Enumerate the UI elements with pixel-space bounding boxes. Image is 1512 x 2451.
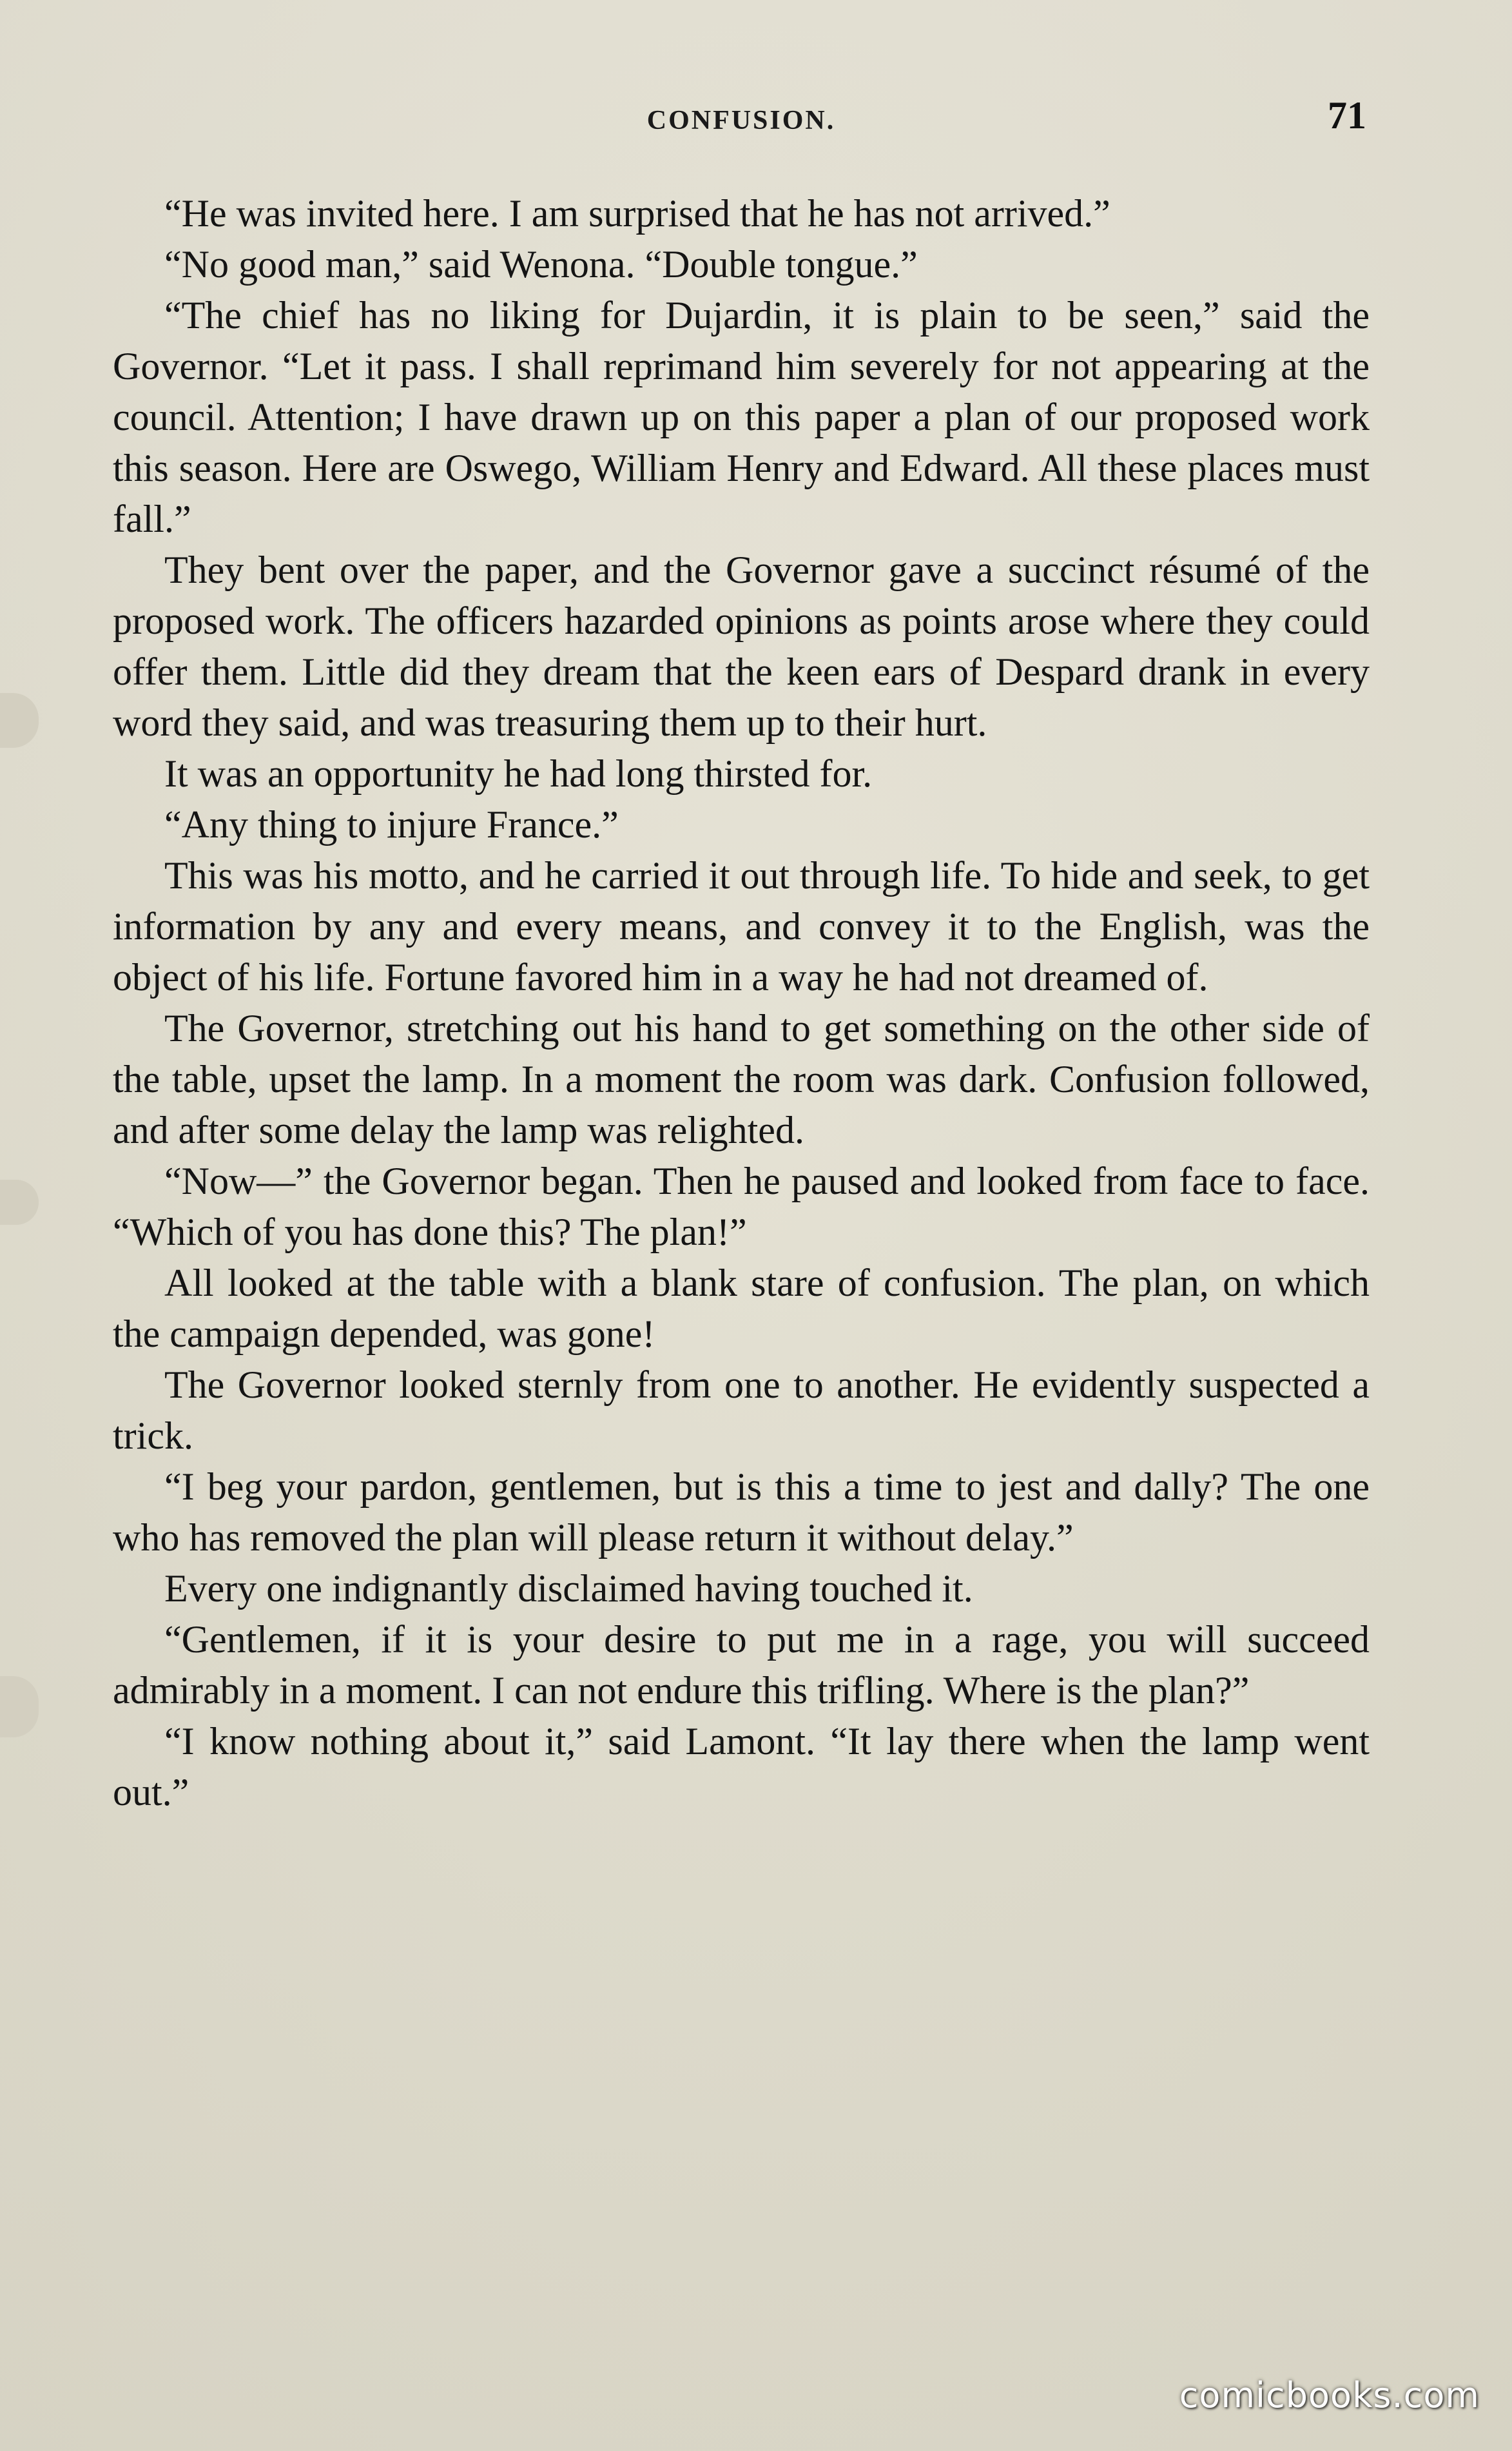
paragraph-13: Every one indignantly disclaimed having touched it. <box>164 1567 973 1610</box>
paragraph-6: “Any thing to injure France.” <box>164 803 619 846</box>
paragraph-5: It was an opportunity he had long thirsted for. <box>164 752 873 795</box>
page-notch-bottom <box>0 1676 39 1737</box>
page-header <box>116 93 1366 145</box>
paragraph-12: “I beg your pardon, gentlemen, but is this a time to jest and dally? The one who has removed the plan will please return it without delay.” <box>113 1465 1370 1559</box>
paragraph-14: “Gentlemen, if it is your desire to put me in a rage, you will succeed admirably in a moment. I can not endure this trifling. Where is the plan?” <box>113 1618 1370 1712</box>
paragraph-3: “The chief has no liking for Dujardin, it is plain to be seen,” said the Governor. “Let it pass. I shall reprimand him severely for not appearing at the council. Attention; I have drawn up on this paper a plan of our proposed work this season. Here are Oswego, William Henry and Edward. All these places must fall.” <box>113 294 1370 540</box>
page-notch-top <box>0 693 39 748</box>
page-number: 71 <box>1328 94 1366 137</box>
paragraph-2: “No good man,” said Wenona. “Double tongue.” <box>164 243 918 286</box>
paragraph-1: “He was invited here. I am surprised that he has not arrived.” <box>164 192 1110 235</box>
paragraph-8: The Governor, stretching out his hand to get something on the other side of the table, upset the lamp. In a moment the room was dark. Confusion followed, and after some delay the lamp was relighted. <box>113 1007 1370 1151</box>
watermark: comicbooks.com <box>1179 2375 1480 2416</box>
running-head: CONFUSION. <box>646 106 836 135</box>
paragraph-10: All looked at the table with a blank stare of confusion. The plan, on which the campaign depended, was gone! <box>113 1262 1370 1355</box>
paragraph-7: This was his motto, and he carried it out through life. To hide and seek, to get information by any and every means, and convey it to the English, was the object of his life. Fortune favored him in a way he had not dreamed of. <box>113 854 1370 999</box>
paragraph-4: They bent over the paper, and the Governor gave a succinct résumé of the proposed work. The officers hazarded opinions as points arose where they could offer them. Little did they dream that the keen ears of Despard drank in every word they said, and was treasuring them up to their hurt. <box>113 549 1370 744</box>
body-text <box>113 188 1370 1818</box>
page-notch-middle <box>0 1180 39 1225</box>
paragraph-9: “Now—” the Governor began. Then he paused and looked from face to face. “Which of you has done this? The plan!” <box>113 1160 1370 1253</box>
paragraph-15: “I know nothing about it,” said Lamont. “It lay there when the lamp went out.” <box>113 1720 1370 1813</box>
paragraph-11: The Governor looked sternly from one to another. He evidently suspected a trick. <box>113 1363 1370 1457</box>
